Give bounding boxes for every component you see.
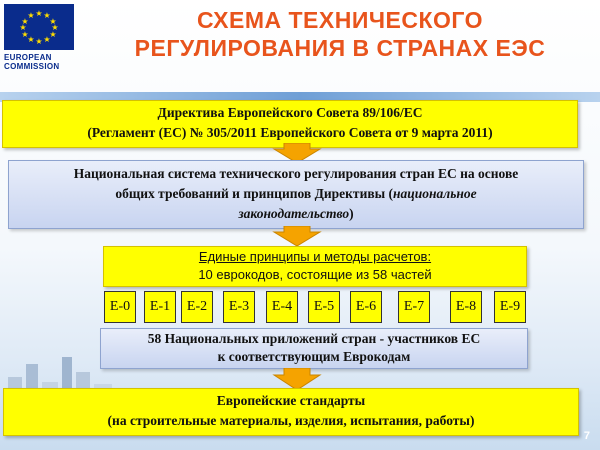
page-title — [80, 6, 600, 62]
eurocode-box: Е-4 — [266, 291, 298, 323]
national-line-3 — [9, 204, 583, 224]
eurocode-box: Е-8 — [450, 291, 482, 323]
directive-line-1: Директива Европейского Совета 89/106/ЕС — [157, 105, 423, 120]
eurocode-box: Е-0 — [104, 291, 136, 323]
national-line-3-text: ) — [349, 206, 354, 221]
national-line-1: Национальная система технического регулирования стран ЕС на основе — [73, 166, 519, 181]
directive-box — [2, 100, 578, 148]
title-line-1: СХЕМА ТЕХНИЧЕСКОГО — [196, 7, 484, 33]
standards-line-2: (на строительные материалы, изделия, испытания, работы) — [107, 413, 475, 428]
national-line-3-italic: законодательство — [238, 206, 350, 221]
national-line-2 — [9, 184, 583, 204]
eurocode-box: Е-9 — [494, 291, 526, 323]
european-commission-logo — [4, 4, 78, 71]
eurocode-box: Е-7 — [398, 291, 430, 323]
arrow-down-icon — [272, 368, 322, 390]
logo-line-2: COMMISSION — [4, 62, 60, 71]
national-system-box — [8, 160, 584, 229]
annexes-line-1: 58 Национальных приложений стран - участников ЕС — [147, 331, 481, 346]
principles-box — [103, 246, 527, 287]
annexes-line-2: к соответствующим Еврокодам — [217, 349, 411, 364]
eu-flag-icon: ★ ★ ★ ★ ★ ★ ★ ★ ★ ★ ★ ★ — [4, 4, 74, 50]
eurocode-box: Е-6 — [350, 291, 382, 323]
directive-line-2: (Регламент (ЕС) № 305/2011 Европейского Совета от 9 марта 2011) — [87, 125, 493, 140]
eurocode-box: Е-1 — [144, 291, 176, 323]
national-line-2-text: общих требований и принципов Директивы ( — [115, 186, 394, 201]
national-line-2-italic: национальное — [393, 186, 477, 201]
title-line-2: РЕГУЛИРОВАНИЯ В СТРАНАХ ЕЭС — [134, 35, 546, 61]
eurocode-box: Е-3 — [223, 291, 255, 323]
principles-line-2: 10 еврокодов, состоящие из 58 частей — [198, 267, 432, 282]
european-standards-box — [3, 388, 579, 436]
logo-line-1: EUROPEAN — [4, 53, 52, 62]
standards-line-1: Европейские стандарты — [216, 393, 366, 408]
national-annexes-box — [100, 328, 528, 369]
eurocode-box: Е-2 — [181, 291, 213, 323]
eurocode-box: Е-5 — [308, 291, 340, 323]
principles-line-1: Единые принципы и методы расчетов: — [198, 249, 432, 264]
slide-number: 7 — [583, 430, 590, 442]
arrow-down-icon — [272, 226, 322, 246]
